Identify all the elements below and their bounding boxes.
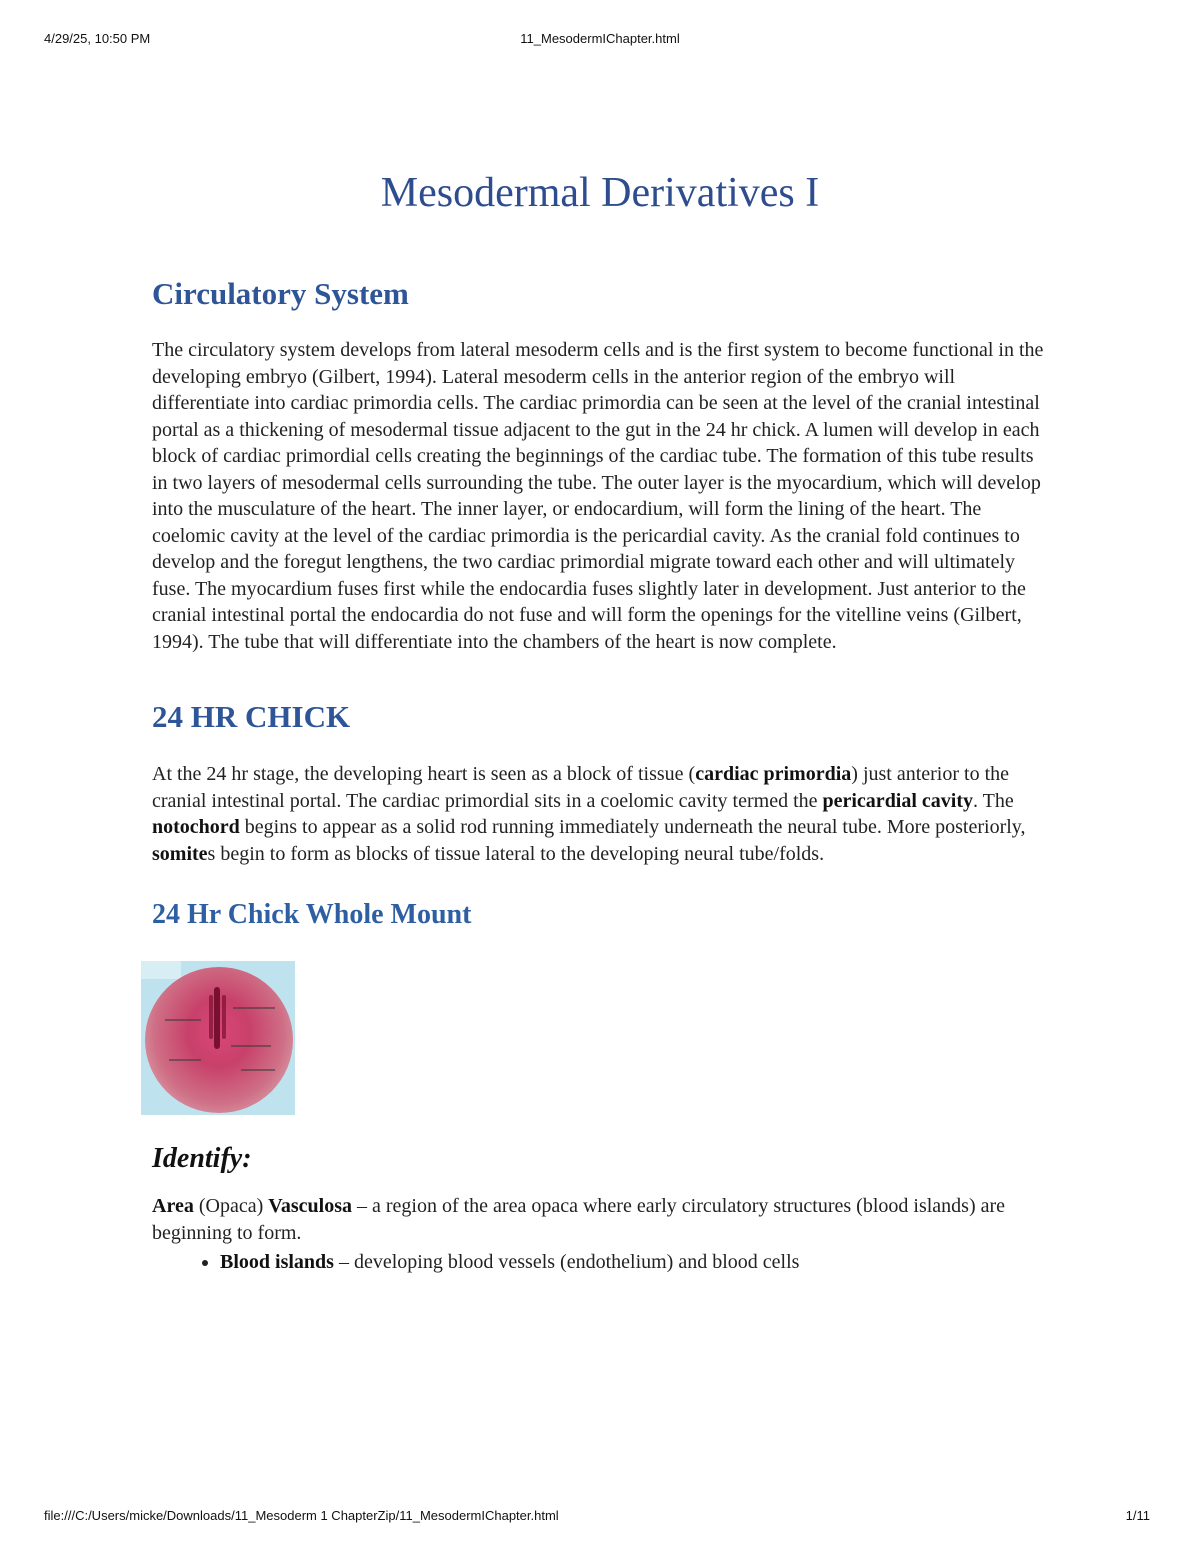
page-title: Mesodermal Derivatives I bbox=[380, 170, 820, 216]
image-annotation-line bbox=[169, 1059, 201, 1061]
image-annotation-line bbox=[165, 1019, 201, 1021]
print-datetime: 4/29/25, 10:50 PM bbox=[44, 31, 151, 46]
term-cardiac-primordia: cardiac primordia bbox=[695, 763, 852, 785]
print-file-path: file:///C:/Users/micke/Downloads/11_Mesoderm 1 ChapterZip/11_MesodermIChapter.html bbox=[44, 1508, 559, 1523]
image-slide-label bbox=[141, 961, 181, 979]
term-notochord: notochord bbox=[152, 816, 240, 838]
embryo-fold-right bbox=[222, 995, 226, 1039]
heading-circulatory-system: Circulatory System bbox=[152, 276, 409, 311]
paragraph-24-hr-chick: At the 24 hr stage, the developing heart is seen as a block of tissue (cardiac primordia) just anterior to the cranial intestinal portal. The cardiac primordial sits in a coelomic cavity termed the pericardial cavity. The notochord begins to appear as a solid rod running immediately underneath the neural tube. More posteriorly, somites begin to form as blocks of tissue lateral to the developing neural tube/folds. bbox=[152, 763, 1026, 865]
identify-list bbox=[152, 1248, 1052, 1276]
term-area: Area bbox=[152, 1195, 194, 1217]
image-annotation-line bbox=[233, 1007, 275, 1009]
print-page-number: 1/11 bbox=[1125, 1508, 1150, 1523]
embryo-fold-left bbox=[209, 995, 213, 1039]
term-vasculosa: Vasculosa bbox=[268, 1195, 352, 1217]
image-annotation-line bbox=[241, 1069, 275, 1071]
print-filename: 11_MesodermIChapter.html bbox=[520, 31, 680, 46]
heading-whole-mount: 24 Hr Chick Whole Mount bbox=[152, 899, 472, 930]
document-content bbox=[152, 160, 1052, 1276]
list-item: • Blood islands – developing blood vessels (endothelium) and blood cells bbox=[220, 1248, 1052, 1276]
heading-identify: Identify: bbox=[152, 1143, 252, 1174]
whole-mount-image[interactable] bbox=[141, 961, 295, 1115]
image-annotation-line bbox=[231, 1045, 271, 1047]
term-blood-islands: Blood islands bbox=[220, 1251, 334, 1273]
paragraph-circulatory-system: The circulatory system develops from lateral mesoderm cells and is the first system to become functional in the developing embryo (Gilbert, 1994). Lateral mesoderm cells in the anterior region of the embryo will differentiate into cardiac primordia cells. The cardiac primordia can be seen at the level of the cranial intestinal portal as a thickening of mesodermal tissue adjacent to the gut in the 24 hr chick. A lumen will develop in each block of cardiac primordial cells creating the beginnings of the cardiac tube. The formation of this tube results in two layers of mesodermal cells surrounding the tube. The outer layer is the myocardium, which will develop into the musculature of the heart. The inner layer, or endocardium, will form the lining of the heart. The coelomic cavity at the level of the cardiac primordia is the pericardial cavity. As the cranial fold continues to develop and the foregut lengthens, the two cardiac primordial migrate toward each other and will ultimately fuse. The myocardium fuses first while the endocardia fuses slightly later in development. Just anterior to the cranial intestinal portal the endocardia do not fuse and will form the openings for the vitelline veins (Gilbert, 1994). The tube that will differentiate into the chambers of the heart is now complete. bbox=[152, 339, 1044, 653]
term-somite: somite bbox=[152, 842, 208, 865]
paragraph-area-vasculosa: Area (Opaca) Vasculosa – a region of the area opaca where early circulatory structures (blood islands) are beginning to form. bbox=[152, 1195, 1006, 1244]
embryo-streak bbox=[214, 987, 220, 1049]
term-pericardial-cavity: pericardial cavity bbox=[822, 789, 974, 812]
heading-24-hr-chick: 24 HR CHICK bbox=[152, 699, 351, 734]
